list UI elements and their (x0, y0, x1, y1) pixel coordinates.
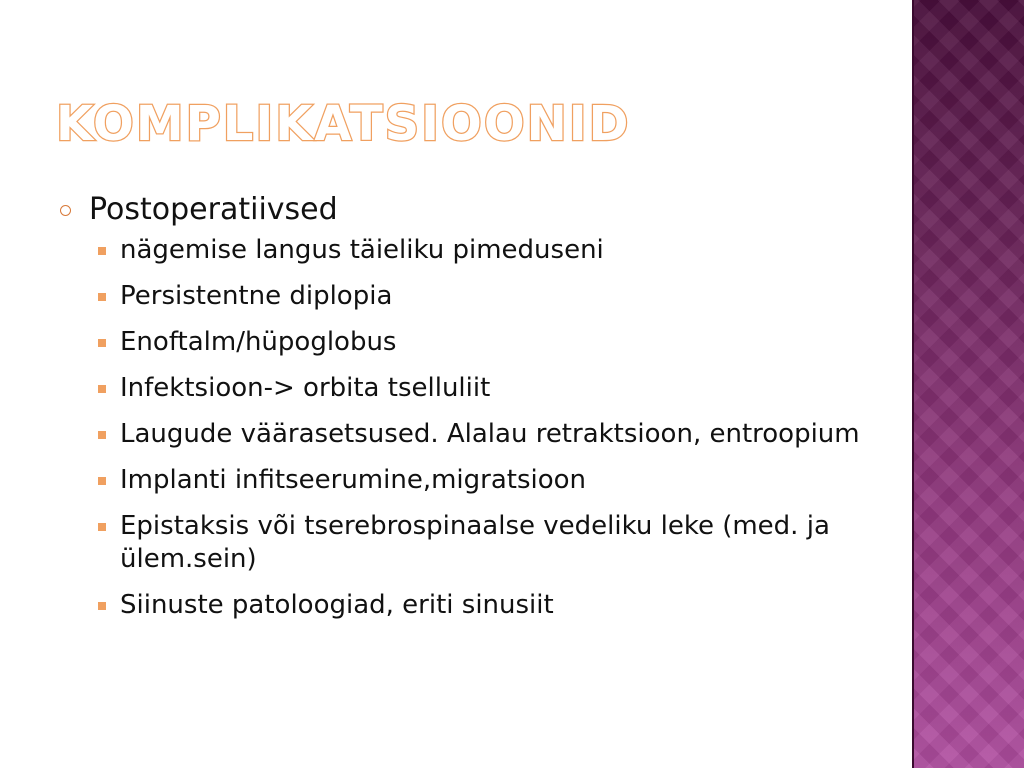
list-item-text: Enoftalm/hüpoglobus (120, 327, 397, 357)
square-bullet-icon (98, 339, 106, 347)
list-item-text: Infektsioon-> orbita tselluliit (120, 373, 491, 403)
square-bullet-icon (98, 431, 106, 439)
square-bullet-icon (98, 247, 106, 255)
square-bullet-icon (98, 477, 106, 485)
bullet-list (60, 234, 860, 622)
list-item-text: Laugude väärasetsused. Alalau retraktsioon, entroopium (120, 419, 860, 449)
slide-title: KOMPLIKATSIOONID (56, 96, 631, 152)
slide-body (60, 190, 860, 635)
list-item-text: Implanti infitseerumine,migratsioon (120, 465, 587, 495)
list-item-text: Persistentne diplopia (120, 281, 393, 311)
square-bullet-icon (98, 602, 106, 610)
list-item (98, 326, 860, 359)
list-item-text: Siinuste patoloogiad, eriti sinusiit (120, 590, 554, 620)
decorative-side-panel (912, 0, 1024, 768)
list-item (98, 510, 860, 576)
list-item (98, 418, 860, 451)
list-item (98, 280, 860, 313)
list-item-text: nägemise langus täieliku pimeduseni (120, 235, 604, 265)
section-heading: Postoperatiivsed (89, 192, 338, 227)
list-item (98, 372, 860, 405)
list-item-text: Epistaksis või tserebrospinaalse vedeliku leke (med. ja ülem.sein) (120, 511, 830, 574)
section-item (60, 190, 860, 230)
list-item (98, 464, 860, 497)
list-item (98, 589, 860, 622)
circle-bullet-icon (60, 205, 71, 216)
square-bullet-icon (98, 385, 106, 393)
square-bullet-icon (98, 523, 106, 531)
list-item (98, 234, 860, 267)
square-bullet-icon (98, 293, 106, 301)
